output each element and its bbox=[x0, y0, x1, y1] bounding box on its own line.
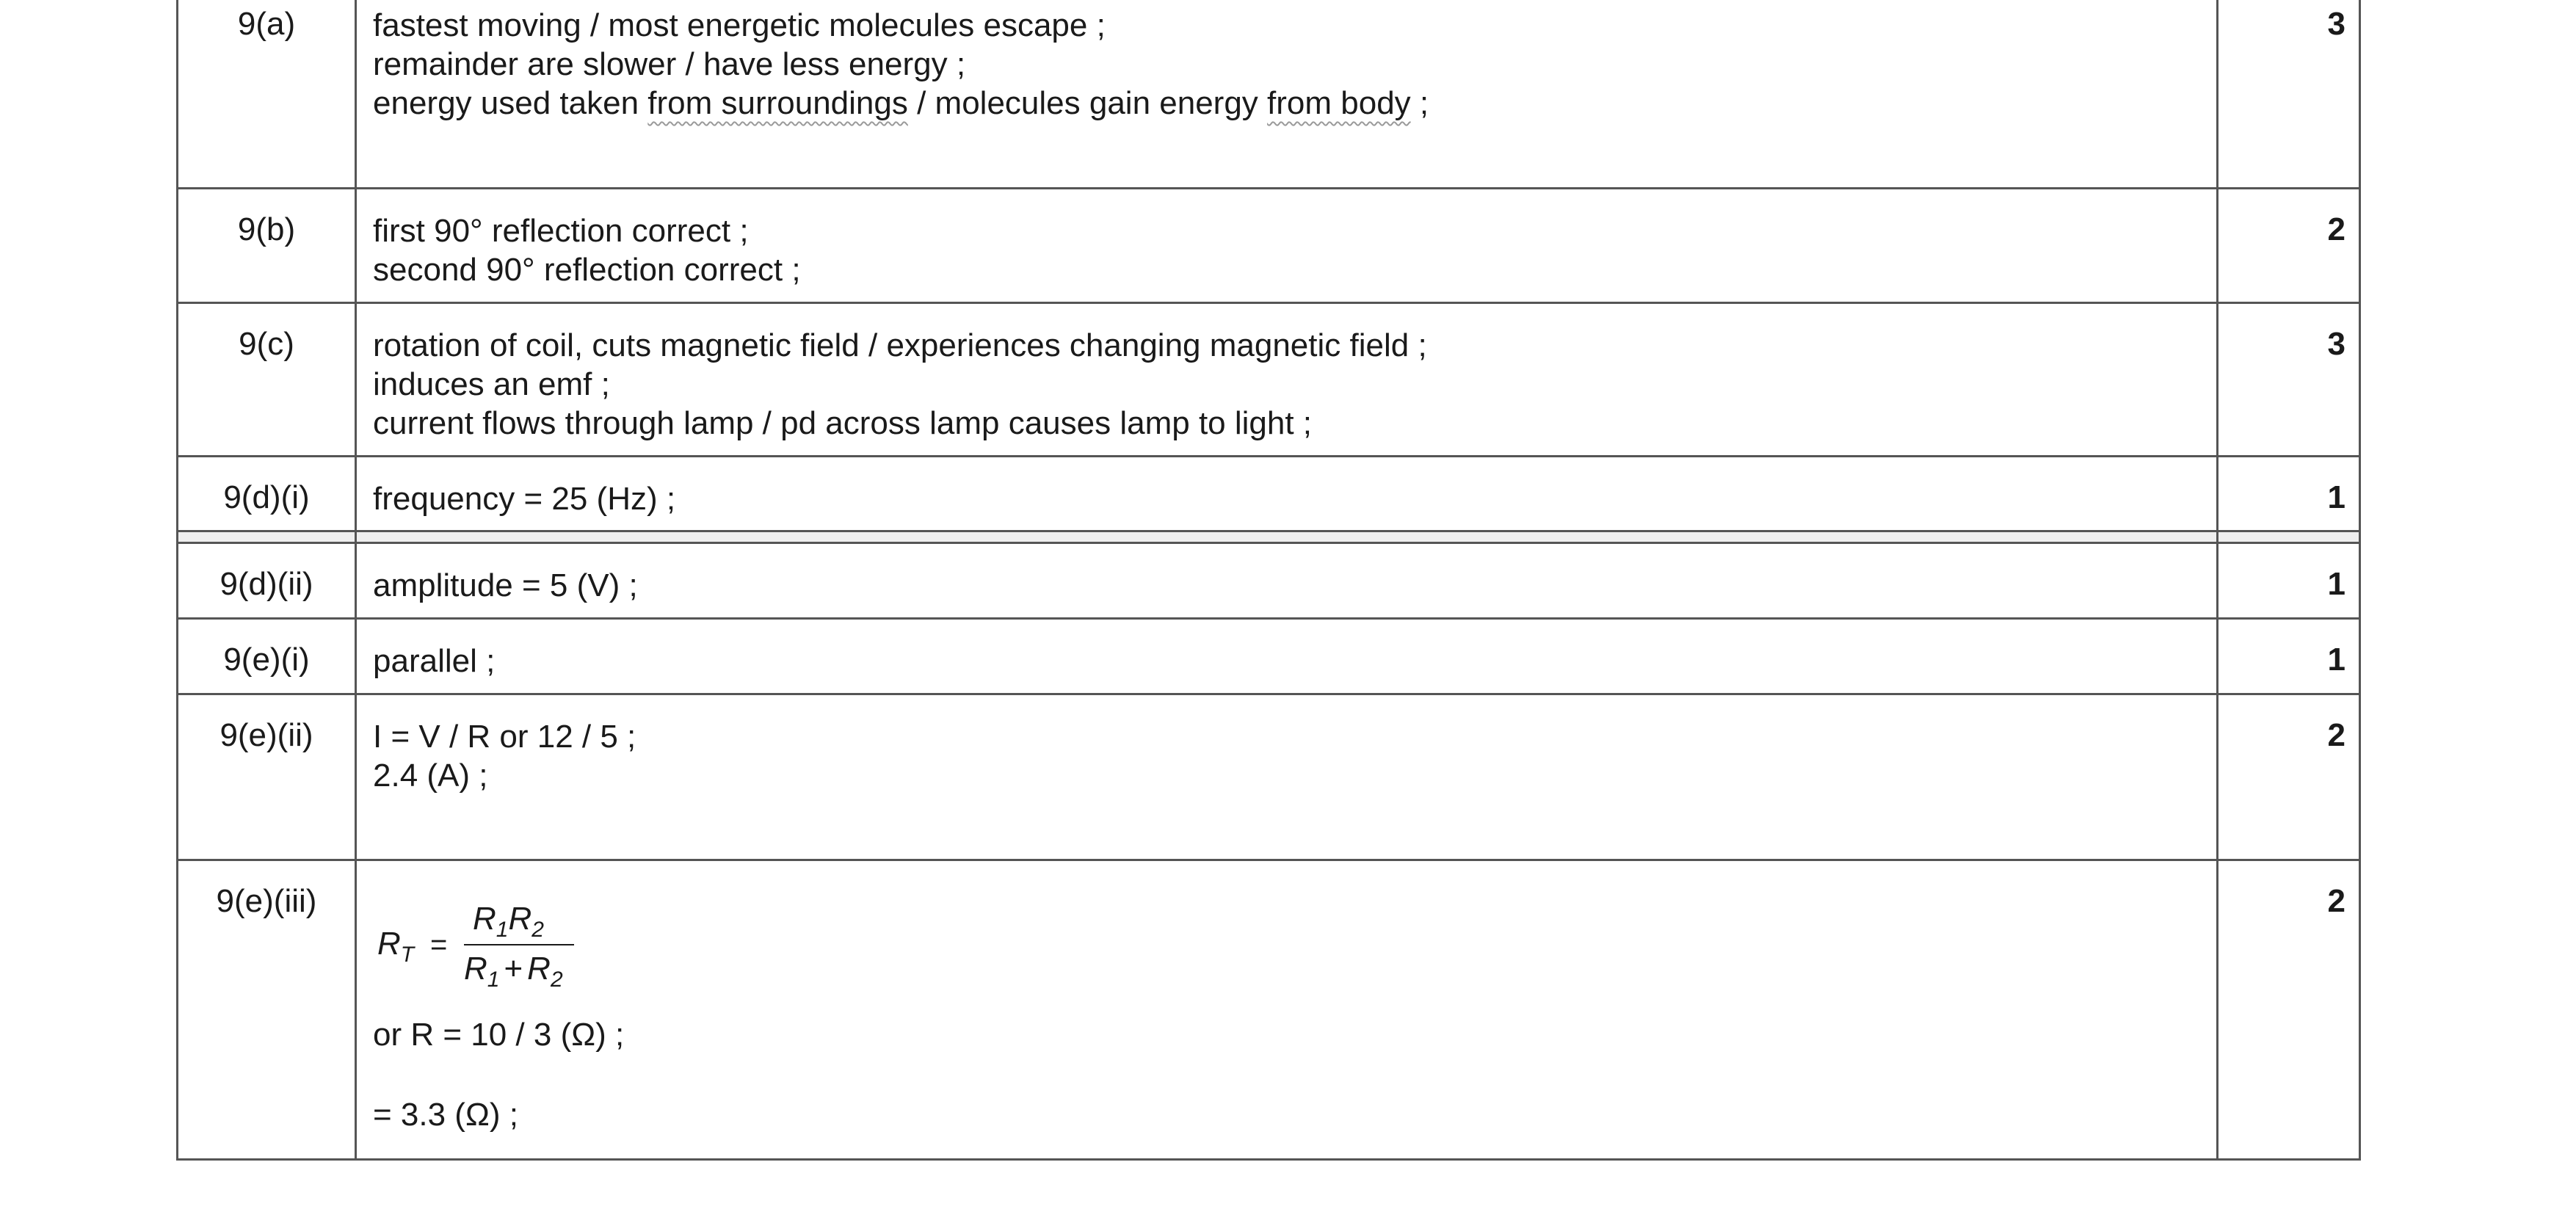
question-number: 9(b) bbox=[178, 189, 357, 302]
spellcheck-underline-text: from surroundings bbox=[647, 85, 908, 121]
question-number: 9(d)(i) bbox=[178, 457, 357, 530]
question-number: 9(c) bbox=[178, 304, 357, 455]
formula-denominator: $R_1 + R_2$ bbox=[464, 951, 563, 992]
fraction-bar bbox=[464, 944, 574, 945]
page-break-divider bbox=[176, 532, 2361, 544]
answer-line: 2.4 (A) ; bbox=[373, 758, 488, 794]
answer-line: current flows through lamp / pd across lamp causes lamp to light ; bbox=[373, 405, 1313, 441]
table-row bbox=[176, 620, 2361, 695]
answer-text: / molecules gain energy bbox=[907, 85, 1268, 121]
marks: 3 bbox=[2327, 6, 2345, 42]
answer-cell bbox=[357, 304, 2218, 455]
answer-cell bbox=[357, 457, 2218, 530]
spellcheck-underline-text: from body bbox=[1267, 85, 1411, 121]
table-row bbox=[176, 695, 2361, 861]
answer-line: remainder are slower / have less energy ; bbox=[373, 46, 966, 82]
table-row bbox=[176, 861, 2361, 1161]
marks: 2 bbox=[2327, 211, 2345, 247]
answer-cell bbox=[357, 695, 2218, 859]
marks: 2 bbox=[2327, 883, 2345, 919]
question-number: 9(e)(iii) bbox=[178, 861, 357, 1158]
table-row bbox=[176, 457, 2361, 532]
parallel-resistance-formula bbox=[377, 898, 598, 993]
marks: 1 bbox=[2327, 642, 2345, 678]
answer-cell bbox=[357, 0, 2218, 187]
answer-line: second 90° reflection correct ; bbox=[373, 252, 801, 288]
answer-line: frequency = 25 (Hz) ; bbox=[373, 481, 676, 517]
answer-line: parallel ; bbox=[373, 643, 496, 679]
answer-line: first 90° reflection correct ; bbox=[373, 213, 749, 249]
question-number: 9(d)(ii) bbox=[178, 544, 357, 617]
answer-cell bbox=[357, 861, 2218, 1158]
marks: 1 bbox=[2327, 566, 2345, 602]
answer-text: ; bbox=[1410, 85, 1429, 121]
marks: 2 bbox=[2327, 717, 2345, 753]
formula-lhs: $R_T$ bbox=[377, 926, 415, 967]
table-row bbox=[176, 0, 2361, 189]
table-row bbox=[176, 189, 2361, 304]
formula-numerator: $R_1R_2$ bbox=[473, 901, 544, 942]
answer-line: I = V / R or 12 / 5 ; bbox=[373, 719, 636, 755]
answer-text: energy used taken bbox=[373, 85, 648, 121]
answer-cell bbox=[357, 544, 2218, 617]
table-row bbox=[176, 544, 2361, 620]
question-number: 9(a) bbox=[178, 0, 357, 187]
answer-line: fastest moving / most energetic molecules escape ; bbox=[373, 7, 1106, 43]
answer-line: induces an emf ; bbox=[373, 366, 610, 402]
answer-line: amplitude = 5 (V) ; bbox=[373, 567, 638, 603]
table-row bbox=[176, 304, 2361, 457]
answer-line: = 3.3 (Ω) ; bbox=[373, 1097, 518, 1133]
mark-scheme-table bbox=[176, 0, 2361, 1161]
answer-line: or R = 10 / 3 (Ω) ; bbox=[373, 1017, 625, 1053]
marks: 1 bbox=[2327, 479, 2345, 515]
answer-cell bbox=[357, 620, 2218, 693]
question-number: 9(e)(ii) bbox=[178, 695, 357, 859]
answer-cell bbox=[357, 189, 2218, 302]
question-number: 9(e)(i) bbox=[178, 620, 357, 693]
answer-line bbox=[373, 84, 2216, 123]
formula-equals: = bbox=[430, 929, 448, 961]
marks: 3 bbox=[2327, 326, 2345, 362]
answer-line: rotation of coil, cuts magnetic field / experiences changing magnetic field ; bbox=[373, 327, 1427, 363]
